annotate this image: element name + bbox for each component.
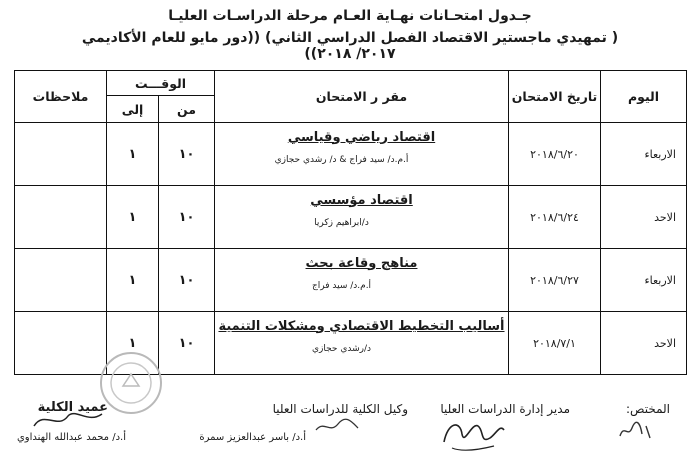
row-date: ٢٠١٨/٧/١ (509, 312, 601, 375)
header-course: مقر ر الامتحان (215, 71, 509, 123)
row-day: الاحد (601, 186, 687, 249)
table-row (15, 249, 687, 312)
row-day: الاربعاء (601, 249, 687, 312)
table-row (15, 123, 687, 186)
row-day: الاربعاء (601, 123, 687, 186)
row-course-cell (215, 123, 509, 186)
header-to: إلى (107, 96, 159, 123)
vice-dean-signature-title: وكيل الكلية للدراسات العليا (272, 402, 408, 416)
row-time-to: ١ (107, 312, 159, 375)
row-course: مناهج وقاعة بحث (305, 255, 418, 271)
dean-signature-icon (28, 404, 108, 434)
dean-signature-title: عميد الكلية (37, 400, 108, 415)
vice-dean-name: أ.د/ باسر عبدالعزيز سمرة (199, 432, 306, 443)
row-time-to: ١ (107, 186, 159, 249)
exam-schedule-table (14, 70, 687, 375)
row-professor: د/رشدي حجازي (311, 343, 372, 354)
director-signature-title: مدير إدارة الدراسات العليا (440, 402, 570, 416)
document-title: جـدول امتحـانات نهـاية العـام مرحلة الدراسـات العليـا (168, 8, 532, 24)
dean-name: أ.د/ محمد عبدالله الهنداوي (16, 432, 126, 443)
row-time-from: ١٠ (159, 249, 215, 312)
document-subtitle: ( تمهيدي ماجستير الاقتصاد الفصل الدراسي الثاني) ((دور مايو للعام الأكاديمي ٢٠١٧/ ٢٠١٨)) (81, 30, 619, 62)
header-time: الوقـــت (107, 71, 215, 96)
row-time-to: ١ (107, 249, 159, 312)
header-notes: ملاحظات (15, 71, 107, 123)
row-course-cell (215, 186, 509, 249)
row-time-from: ١٠ (159, 312, 215, 375)
row-notes (15, 123, 107, 186)
row-time-from: ١٠ (159, 123, 215, 186)
row-course: اقتصاد مؤسسي (310, 192, 413, 208)
row-notes (15, 186, 107, 249)
row-course: أساليب التخطيط الاقتصادي ومشكلات التنمية (218, 318, 505, 334)
header-day: اليوم (601, 71, 687, 123)
row-notes (15, 312, 107, 375)
table-header-row (15, 71, 687, 96)
row-notes (15, 249, 107, 312)
row-date: ٢٠١٨/٦/٢٧ (509, 249, 601, 312)
specialist-signature-icon (616, 418, 656, 442)
director-signature-icon (438, 412, 510, 454)
header-from: من (159, 96, 215, 123)
row-date: ٢٠١٨/٦/٢٠ (509, 123, 601, 186)
row-professor: د/ابراهيم زكريا (314, 217, 369, 228)
specialist-signature-title: المختص: (625, 402, 670, 416)
row-course-cell (215, 249, 509, 312)
row-time-to: ١ (107, 123, 159, 186)
row-course: اقتصاد رياضي وقياسي (287, 129, 436, 145)
row-time-from: ١٠ (159, 186, 215, 249)
row-course-cell (215, 312, 509, 375)
row-professor: أ.م.د/ سيد فراج (311, 280, 372, 291)
row-date: ٢٠١٨/٦/٢٤ (509, 186, 601, 249)
vice-dean-signature-icon (312, 416, 362, 436)
row-professor: أ.م.د/ سيد فراج & د/ رشدي حجازي (274, 154, 409, 165)
row-day: الاحد (601, 312, 687, 375)
header-date: تاريخ الامتحان (509, 71, 601, 123)
table-row (15, 186, 687, 249)
